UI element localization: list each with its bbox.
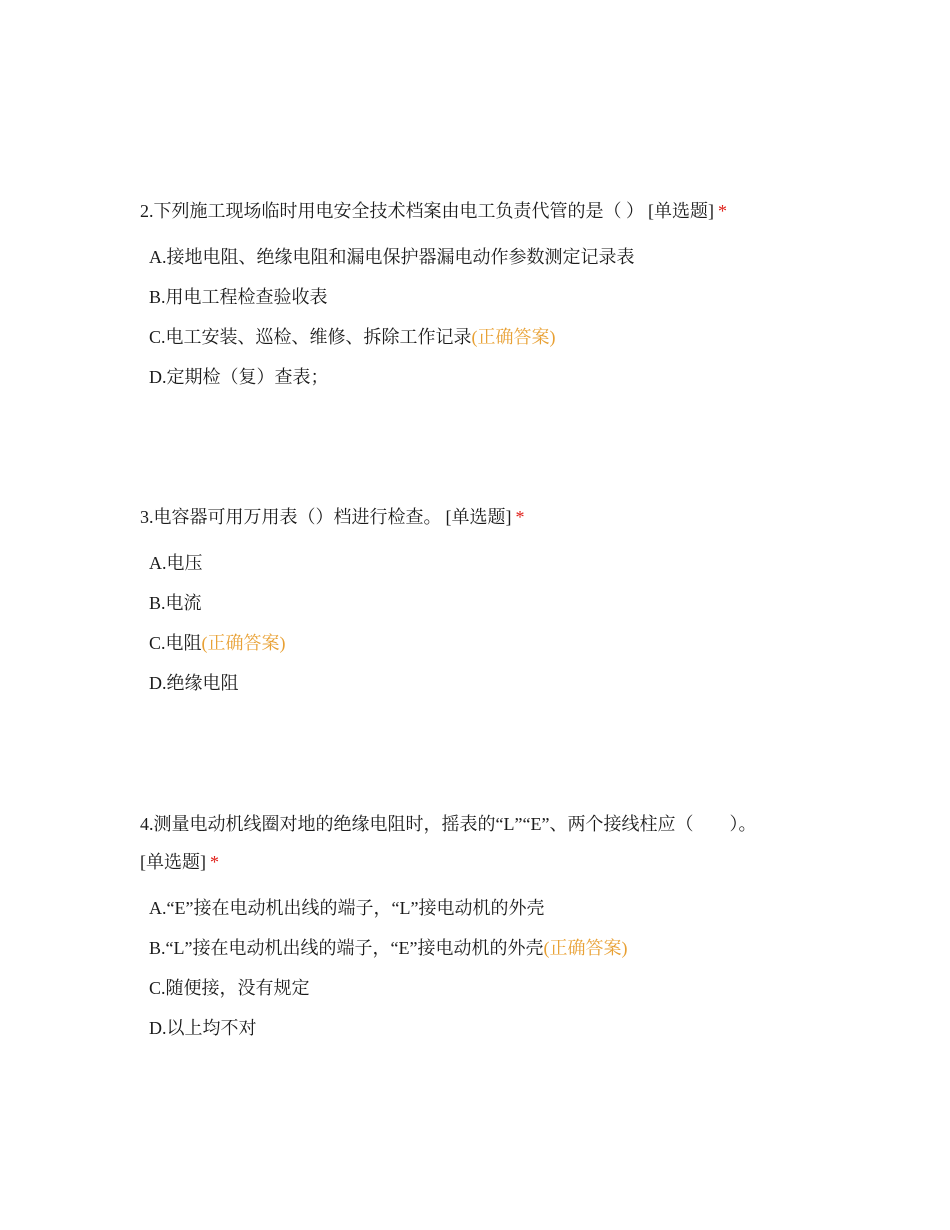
- correct-answer-mark: (正确答案): [471, 327, 556, 347]
- option-c: [149, 623, 820, 663]
- required-mark: *: [515, 507, 525, 527]
- option-list: [140, 237, 820, 397]
- option-text: B.“L”接在电动机出线的端子，“E”接电动机的外壳: [149, 938, 544, 958]
- required-mark: *: [210, 852, 219, 872]
- option-text: D.定期检（复）查表；: [149, 367, 329, 387]
- option-text: C.电工安装、巡检、维修、拆除工作记录: [149, 327, 472, 347]
- question-3: [140, 498, 820, 703]
- option-text: D.绝缘电阻: [149, 673, 239, 693]
- option-d: [149, 663, 820, 703]
- option-b: [149, 583, 820, 623]
- correct-answer-mark: (正确答案): [543, 938, 628, 958]
- question-title: [140, 192, 820, 230]
- question-title: [140, 498, 820, 536]
- option-c: [149, 968, 820, 1008]
- option-b: [149, 928, 820, 968]
- option-text: B.电流: [149, 593, 202, 613]
- option-text: B.用电工程检查验收表: [149, 287, 328, 307]
- option-text: A.电压: [149, 553, 203, 573]
- question-2: [140, 192, 820, 397]
- option-text: D.以上均不对: [149, 1018, 257, 1038]
- question-type-label: [单选题]: [648, 201, 714, 221]
- option-d: [149, 357, 820, 397]
- question-text: 4.测量电动机线圈对地的绝缘电阻时，摇表的“L”“E”、两个接线柱应（ ）。: [140, 814, 757, 834]
- question-4: [140, 805, 820, 1048]
- question-title: [140, 805, 820, 881]
- question-text: 3.电容器可用万用表（）档进行检查。: [140, 507, 442, 527]
- option-text: A.接地电阻、绝缘电阻和漏电保护器漏电动作参数测定记录表: [149, 247, 635, 267]
- question-text: 2.下列施工现场临时用电安全技术档案由电工负责代管的是（ ）: [140, 201, 644, 221]
- option-a: [149, 888, 820, 928]
- question-type-label: [单选题]: [445, 507, 512, 527]
- option-text: C.电阻: [149, 633, 202, 653]
- option-b: [149, 277, 820, 317]
- option-list: [140, 888, 820, 1048]
- option-d: [149, 1008, 820, 1048]
- correct-answer-mark: (正确答案): [201, 633, 286, 653]
- option-list: [140, 543, 820, 703]
- question-type-label: [单选题]: [140, 852, 206, 872]
- required-mark: *: [718, 201, 727, 221]
- option-text: A.“E”接在电动机出线的端子，“L”接电动机的外壳: [149, 898, 545, 918]
- option-text: C.随便接，没有规定: [149, 978, 310, 998]
- option-c: [149, 317, 820, 357]
- option-a: [149, 237, 820, 277]
- option-a: [149, 543, 820, 583]
